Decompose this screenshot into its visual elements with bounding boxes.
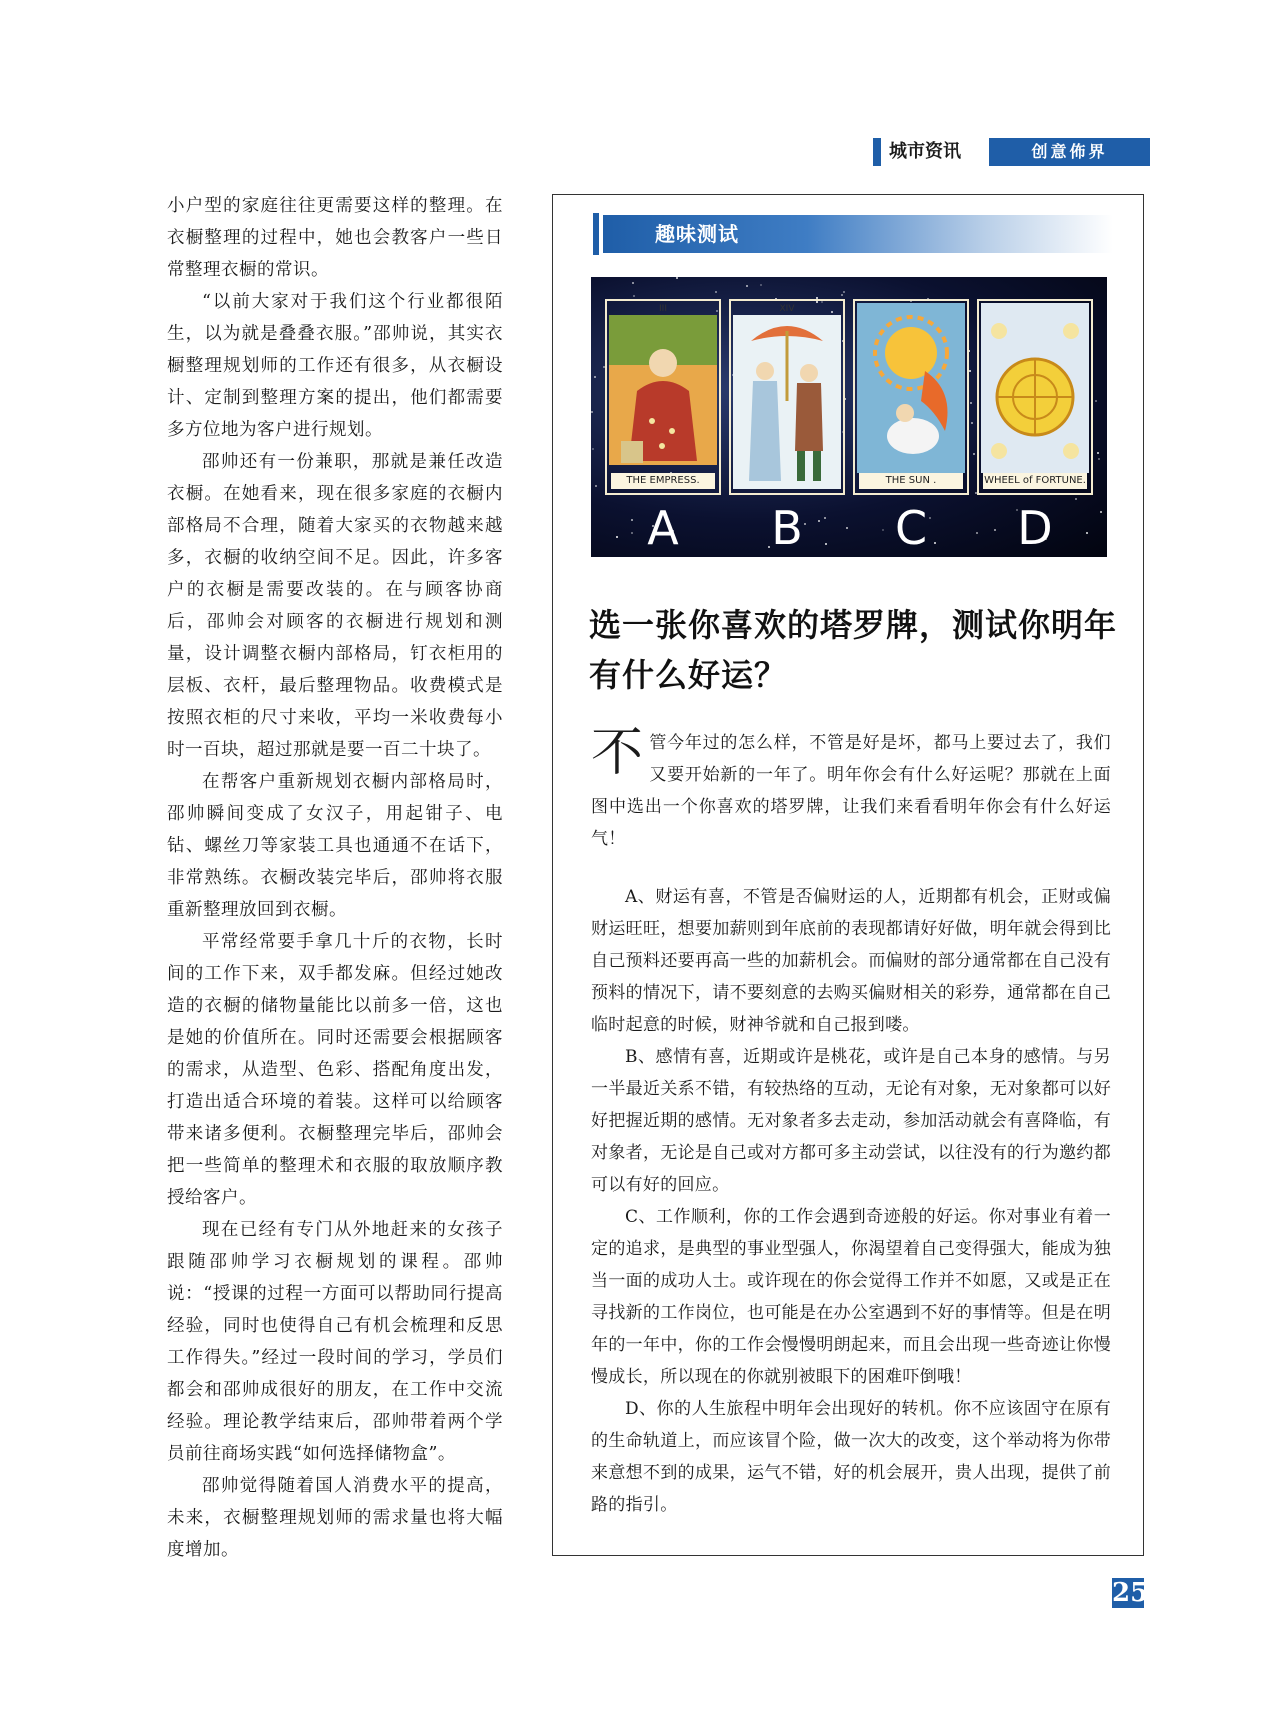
quiz-sidebar <box>552 194 1144 1556</box>
paragraph: 在帮客户重新规划衣橱内部格局时，邵帅瞬间变成了女汉子，用起钳子、电钻、螺丝刀等家装工具也通通不在话下，非常熟练。衣橱改装完毕后，邵帅将衣服重新整理放回到衣橱。 <box>167 772 503 920</box>
answer-c: C、工作顺利，你的工作会遇到奇迹般的好运。你对事业有着一定的追求，是典型的事业型强人，你渴望着自己变得强大，能成为独当一面的成功人士。或许现在的你会觉得工作并不如愿，又或是正在寻找新的工作岗位，也可能是在办公室遇到不好的事情等。但是在明年的一年中，你的工作会慢慢明朗起来，而且会出现一些奇迹让你慢慢成长，所以现在的你就别被眼下的困难吓倒哦！ <box>591 1207 1111 1387</box>
tarot-card-a <box>605 299 721 495</box>
card-letter-b: B <box>771 501 803 555</box>
paragraph: “以前大家对于我们这个行业都很陌生，以为就是叠叠衣服。”邵帅说，其实衣橱整理规划师的工作还有很多，从衣橱设计、定制到整理方案的提出，他们都需要多方位地为客户进行规划。 <box>167 292 503 440</box>
quiz-answers <box>591 881 1111 1521</box>
quiz-tag <box>593 213 1113 255</box>
card-caption: THE EMPRESS. <box>611 473 715 489</box>
star-decoration <box>746 285 748 287</box>
star-decoration <box>1097 452 1099 454</box>
star-decoration <box>843 291 845 293</box>
section-title: 城市资讯 <box>889 141 961 162</box>
quiz-headline: 选一张你喜欢的塔罗牌，测试你明年有什么好运？ <box>589 606 1118 694</box>
star-decoration <box>715 291 717 293</box>
section-header <box>873 138 1150 166</box>
intro-text: 管今年过的怎么样，不管是好是坏，都马上要过去了，我们又要开始新的一年了。明年你会有什么好运呢？那就在上面图中选出一个你喜欢的塔罗牌，让我们来看看明年你会有什么好运气！ <box>591 733 1111 849</box>
star-decoration <box>592 448 594 450</box>
star-decoration <box>760 284 762 286</box>
answer-b: B、感情有喜，近期或许是桃花，或许是自己本身的感情。与另一半最近关系不错，有较热络的互动，无论有对象，无对象都可以好好把握近期的感情。无对象者多去走动，参加活动就会有喜降临，有对象者，无论是自己或对方都可多主动尝试，以往没有的行为邀约都可以有好的回应。 <box>591 1047 1111 1195</box>
paragraph: 小户型的家庭往往更需要这样的整理。在衣橱整理的过程中，她也会教客户一些日常整理衣橱的常识。 <box>167 196 503 280</box>
star-decoration <box>1095 400 1097 402</box>
card-letter-d: D <box>1017 501 1053 555</box>
paragraph: 邵帅觉得随着国人消费水平的提高，未来，衣橱整理规划师的需求量也将大幅度增加。 <box>167 1476 503 1560</box>
card-numeral: III <box>659 304 667 314</box>
star-decoration <box>1100 511 1102 513</box>
article-left-column <box>167 190 503 1566</box>
section-subtitle: 创意佈界 <box>989 138 1150 166</box>
star-decoration <box>970 402 972 404</box>
star-decoration <box>594 376 596 378</box>
tag-label: 趣味测试 <box>655 222 739 246</box>
star-decoration <box>971 422 973 424</box>
drop-cap: 不 <box>591 723 644 783</box>
answer-d: D、你的人生旅程中明年会出现好的转机。你不应该固守在原有的生命轨道上，而应该冒个险，做一次大的改变，这个举动将为你带来意想不到的成果，运气不错，好的机会展开，贵人出现，提供了前路的指引。 <box>591 1399 1111 1515</box>
tarot-card-c <box>853 299 969 495</box>
card-letter-a: A <box>647 501 679 555</box>
star-decoration <box>591 411 593 413</box>
tarot-cards-image <box>591 277 1107 557</box>
star-decoration <box>633 295 635 297</box>
star-decoration <box>1075 498 1077 500</box>
star-decoration <box>841 294 843 296</box>
header-accent-bar <box>873 138 881 166</box>
card-caption: WHEEL of FORTUNE. <box>983 473 1087 489</box>
star-decoration <box>676 277 678 279</box>
quiz-intro <box>591 723 1111 855</box>
star-decoration <box>595 485 597 487</box>
card-caption: THE SUN . <box>859 473 963 489</box>
tarot-card-d <box>977 299 1093 495</box>
answer-a: A、财运有喜，不管是否偏财运的人，近期都有机会，正财或偏财运旺旺，想要加薪则到年底前的表现都请好好做，明年就会得到比自己预料还要再高一些的加薪机会。而偏财的部分通常都在自己没有预料的情况下，请不要刻意的去购买偏财相关的彩券，通常都在自己临时起意的时候，财神爷就和自己报到喽。 <box>591 887 1111 1035</box>
star-decoration <box>1098 458 1100 460</box>
tag-accent-bar <box>593 213 599 255</box>
card-letter-c: C <box>894 501 928 555</box>
card-numeral: XIV <box>779 304 795 314</box>
page-number: 25 <box>1112 1578 1149 1608</box>
wheel-of-fortune-illustration <box>979 301 1091 493</box>
sun-illustration <box>855 301 967 493</box>
paragraph: 平常经常要手拿几十斤的衣物，长时间的工作下来，双手都发麻。但经过她改造的衣橱的储物量能比以前多一倍，这也是她的价值所在。同时还需要会根据顾客的需求，从造型、色彩、搭配角度出发，打造出适合环境的着装。这样可以给顾客带来诸多便利。衣橱整理完毕后，邵帅会把一些简单的整理术和衣服的取放顺序教授给客户。 <box>167 932 503 1208</box>
star-decoration <box>846 527 848 529</box>
star-decoration <box>969 370 971 372</box>
temperance-illustration <box>731 301 843 493</box>
paragraph: 现在已经有专门从外地赶来的女孩子跟随邵帅学习衣橱规划的课程。邵帅说：“授课的过程一方面可以帮助同行提高经验，同时也使得自己有机会梳理和反思工作得失。”经过一段时间的学习，学员们都会和邵帅成很好的朋友，在工作中交流经验。理论教学结束后，邵帅带着两个学员前往商场实践“如何选择储物盒”。 <box>167 1220 503 1464</box>
tarot-card-b <box>729 299 845 495</box>
paragraph: 邵帅还有一份兼职，那就是兼任改造衣橱。在她看来，现在很多家庭的衣橱内部格局不合理，随着大家买的衣物越来越多，衣橱的收纳空间不足。因此，许多客户的衣橱是需要改装的。在与顾客协商后，邵帅会对顾客的衣橱进行规划和测量，设计调整衣橱内部格局，钉衣柜用的层板、衣杆，最后整理物品。收费模式是按照衣柜的尺寸来收，平均一米收费每小时一百块，超过那就是要一百二十块了。 <box>167 452 503 760</box>
star-decoration <box>973 453 975 455</box>
empress-illustration <box>607 301 719 493</box>
star-decoration <box>632 282 634 284</box>
